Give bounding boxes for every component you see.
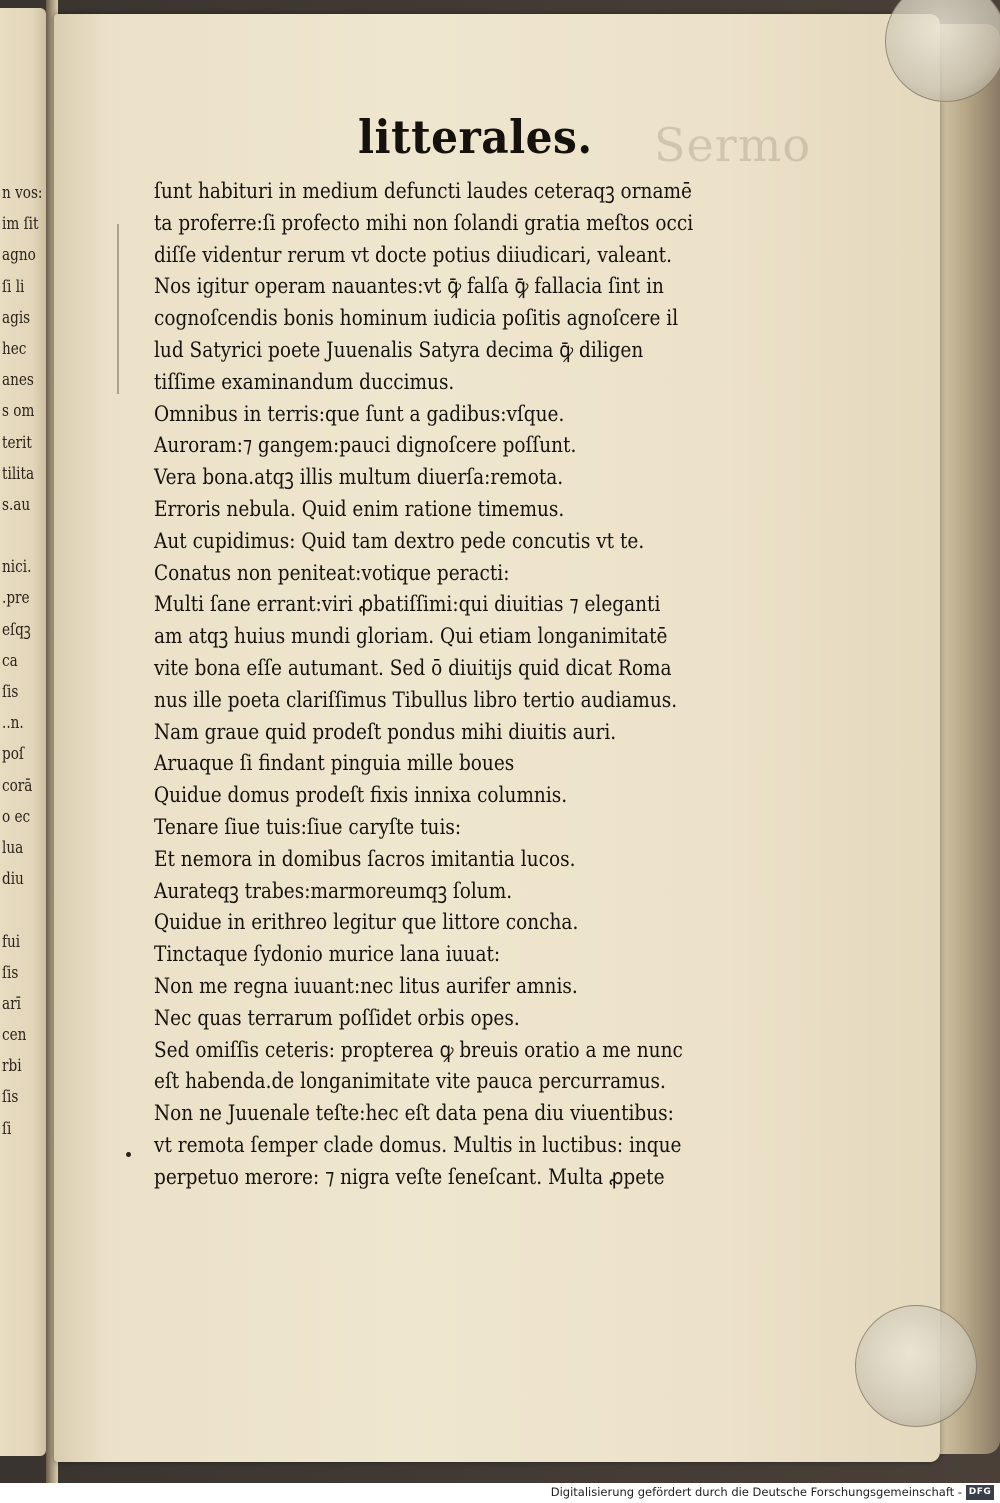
text-line: Omnibus in terris:que ſunt a gadibus:vſque. bbox=[154, 401, 565, 427]
text-line: vite bona eſſe autumant. Sed ō diuitijs quid dicat Roma bbox=[154, 655, 672, 681]
margin-rule bbox=[117, 224, 119, 394]
left-page-fragment: .pre bbox=[2, 588, 30, 609]
left-page-fragment: hec bbox=[2, 338, 27, 359]
left-page-fragment: s.au bbox=[2, 494, 31, 515]
text-line: Non me regna iuuant:nec litus aurifer amnis. bbox=[154, 973, 578, 999]
left-page-fragment: im ſit bbox=[2, 214, 39, 235]
left-page-fragment: diu bbox=[2, 869, 24, 890]
book-page bbox=[54, 14, 940, 1462]
margin-dot bbox=[126, 1152, 131, 1157]
show-through-text: Sermo bbox=[654, 118, 812, 172]
left-page-fragment: eſqꝫ bbox=[2, 619, 31, 640]
text-line: Aut cupidimus: Quid tam dextro pede concutis vt te. bbox=[154, 528, 645, 554]
left-page-fragment bbox=[2, 895, 37, 926]
left-page-fragment: fui bbox=[2, 931, 21, 952]
left-page-fragment: anes bbox=[2, 370, 34, 391]
left-page-fragment: tilita bbox=[2, 463, 35, 484]
left-page-fragment: ſi bbox=[2, 1118, 12, 1139]
left-page-fragment: ſis bbox=[2, 962, 19, 983]
text-line: Quidue in erithreo legitur que littore concha. bbox=[154, 910, 579, 936]
text-line: diſſe videntur rerum vt docte potius diiudicari, valeant. bbox=[154, 242, 672, 268]
left-page-fragment: ſi li bbox=[2, 276, 25, 297]
left-page-fragment bbox=[2, 521, 37, 552]
text-line: ſunt habituri in medium defuncti laudes ceteraqꝫ ornamē bbox=[154, 179, 692, 204]
left-page-fragment: agis bbox=[2, 307, 31, 328]
text-line: Tinctaque ſydonio murice lana iuuat: bbox=[154, 942, 501, 968]
text-line: Multi ſane errant:viri ꝓbatiſſimi:qui diuitias ⁊ eleganti bbox=[154, 592, 661, 618]
text-block bbox=[154, 176, 824, 1194]
left-facing-page bbox=[0, 8, 46, 1456]
text-line: nus ille poeta clariſſimus Tibullus libro tertio audiamus. bbox=[154, 687, 678, 713]
left-page-fragment: rbi bbox=[2, 1056, 22, 1077]
text-line: Et nemora in domibus ſacros imitantia lucos. bbox=[154, 846, 576, 872]
text-line: Quidue domus prodeſt fixis innixa columnis. bbox=[154, 783, 568, 809]
text-line: Tenare ſiue tuis:ſiue caryſte tuis: bbox=[154, 814, 462, 840]
text-line: Auroram:⁊ gangem:pauci dignoſcere poſſunt. bbox=[154, 433, 577, 459]
dfg-logo: DFG bbox=[966, 1485, 994, 1500]
text-line: cognoſcendis bonis hominum iudicia poſitis agnoſcere il bbox=[154, 306, 679, 332]
left-page-fragment: n vos: bbox=[2, 183, 43, 203]
text-line: Sed omiſſis ceteris: propterea ꝙ breuis oratio a me nunc bbox=[154, 1037, 683, 1063]
left-page-fragment: ſis bbox=[2, 682, 19, 702]
left-page-fragment: agno bbox=[2, 245, 36, 266]
left-page-fragment: ca bbox=[2, 650, 18, 671]
left-page-fragment: s om bbox=[2, 401, 35, 422]
text-line: lud Satyrici poete Juuenalis Satyra decima ꝙ̄ diligen bbox=[154, 337, 644, 363]
left-page-fragment: poſ bbox=[2, 744, 24, 765]
text-line: Aurateqꝫ trabes:marmoreumqꝫ ſolum. bbox=[154, 878, 513, 904]
running-head: litterales. bbox=[358, 110, 593, 164]
left-page-fragment: cen bbox=[2, 1025, 27, 1046]
text-line: vt remota ſemper clade domus. Multis in luctibus: inque bbox=[154, 1132, 682, 1158]
footer-credit: Digitalisierung gefördert durch die Deutsche Forschungsgemeinschaft - bbox=[550, 1485, 962, 1499]
left-page-fragment: nici. bbox=[2, 557, 32, 578]
text-line: perpetuo merore: ⁊ nigra veſte ſeneſcant. Multa ꝓpete bbox=[154, 1164, 665, 1190]
left-page-fragment: arī bbox=[2, 993, 21, 1014]
text-line: tiſſime examinandum duccimus. bbox=[154, 369, 455, 395]
left-page-fragment: ſis bbox=[2, 1087, 19, 1108]
text-line: Vera bona.atqꝫ illis multum diuerſa:remota. bbox=[154, 465, 564, 491]
text-line: eſt habenda.de longanimitate vite pauca percurramus. bbox=[154, 1069, 666, 1095]
text-line: am atqꝫ huius mundi gloriam. Qui etiam longanimitatē bbox=[154, 624, 668, 650]
left-page-fragment: o ec bbox=[2, 806, 31, 827]
text-line: Nam graue quid prodeſt pondus mihi diuitis auri. bbox=[154, 719, 617, 745]
text-line: Aruaque ſi findant pinguia mille boues bbox=[154, 751, 515, 777]
text-line: Non ne Juuenale teſte:hec eſt data pena diu viuentibus: bbox=[154, 1101, 674, 1127]
left-page-fragment: lua bbox=[2, 837, 24, 858]
text-line: Nos igitur operam nauantes:vt ꝙ̄ falſa ꝙ̄ fallacia ſint in bbox=[154, 274, 664, 300]
footer-bar bbox=[0, 1483, 1000, 1503]
left-page-fragment: corā bbox=[2, 775, 33, 796]
glass-weight-bottom bbox=[855, 1305, 977, 1427]
text-line: Erroris nebula. Quid enim ratione timemus. bbox=[154, 496, 565, 522]
text-line: Nec quas terrarum poſſidet orbis opes. bbox=[154, 1005, 520, 1031]
text-line: ta proferre:ſi profecto mihi non ſolandi gratia meſtos occi bbox=[154, 210, 694, 236]
page-stack-edge bbox=[940, 24, 1000, 1454]
left-page-text-fragments bbox=[2, 178, 43, 1145]
left-page-fragment: terit bbox=[2, 432, 32, 453]
left-page-fragment: ..n. bbox=[2, 713, 24, 734]
text-line: Conatus non peniteat:votique peracti: bbox=[154, 560, 510, 586]
